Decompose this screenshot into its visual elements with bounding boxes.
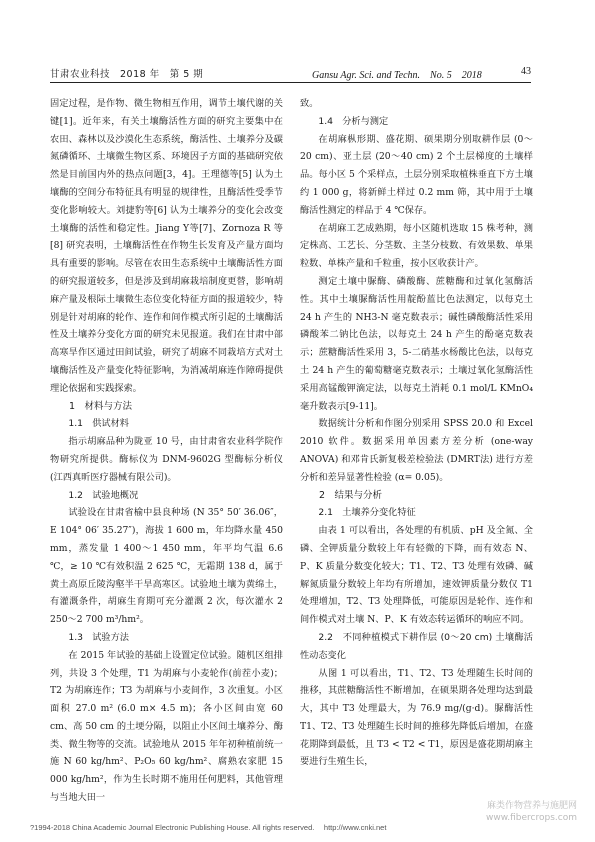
paragraph: 指示胡麻品种为陇亚 10 号，由甘肃省农业科学院作物研究所提供。酶标仪为 DNM-9602G 型酶标分析仪(江西真昕医疗器械有限公司)。 <box>50 436 283 483</box>
journal-header-en: Gansu Agr. Sci. and Techn. No. 5 2018 <box>312 70 482 81</box>
paragraph: 测定土壤中脲酶、磷酸酶、蔗糖酶和过氧化氢酶活性。其中土壤脲酶活性用靛酚蓝比色法测定，以每克土 24 h 产生的 NH3-N 毫克数表示；碱性磷酸酶活性采用磷酸苯二钠比色法，以每克土 24 h 产生的酚毫克数表示；蔗糖酶活性采用 3，5-二硝基水杨酸比色法，以每克土 24 h 产生的葡萄糖毫克数表示；土壤过氧化氢酶活性采用高锰酸钾滴定法，以每克土消耗 0.1 mol/L KMnO₄ 毫升数表示[9-11]。 <box>300 275 533 412</box>
paragraph: 在胡麻工艺成熟期，每小区随机选取 15 株考种，测定株高、工艺长、分茎数、主茎分枝数、有效果数、单果粒数、单株产量和千粒重，按小区收获计产。 <box>300 222 533 270</box>
watermark-line-2: www.fibercrops.com <box>486 813 577 823</box>
page-number: 43 <box>521 66 531 77</box>
subsection-heading: 2.2 不同种植模式下耕作层 (0～20 cm) 土壤酶活性动态变化 <box>300 631 533 661</box>
paragraph: 致。 <box>300 98 319 109</box>
paragraph: 在胡麻枞形期、盛花期、硕果期分别取耕作层 (0～20 cm)、亚土层 (20～40 cm) 2 个土层梯度的土壤样品。每小区 5 个采样点，土层分别采取植株垂直下方土壤约 1 000 g，将新鲜土样过 0.2 mm 筛，其中用于土壤酶活性测定的样品于 4 ℃保存。 <box>300 133 533 216</box>
subsection-heading: 2.1 土壤养分变化特征 <box>318 507 416 519</box>
paragraph: 在 2015 年试验的基础上设置定位试验。随机区组排列，共设 3 个处理，T1 为胡麻与小麦轮作(前茬小麦)；T2 为胡麻连作；T3 为胡麻与小麦间作，3 次重复。小区面积 27.0 m² (6.0 m× 4.5 m)；各小区间由宽 60 cm、高 50 cm 的土埂分隔，以阻止小区间土壤养分、酶类、微生物等的交流。试验地从 2015 年年初种植前统一施 N 60 kg/hm²、P₂O₅ 60 kg/hm²、腐熟农家肥 15 000 kg/hm²，作为生长时期不施用任何肥料，其他管理与当地大田一 <box>50 649 283 804</box>
header-rule <box>50 82 531 83</box>
paragraph: 数据统计分析和作图分别采用 SPSS 20.0 和 Excel 2010 软件。数据采用单因素方差分析 (one-way ANOVA) 和邓肯氏新复极差检验法 (DMRT法) 进行方差分析和差异显著性检验 (α= 0.05)。 <box>300 418 533 483</box>
subsection-heading: 1.1 供试材料 <box>68 418 129 430</box>
copyright-footer: ?1994-2018 China Academic Journal Electronic Publishing House. All rights reserved. http://www.cnki.net <box>30 823 387 832</box>
watermark-line-1: 麻类作物营养与施肥网 <box>486 801 577 811</box>
section-heading: 1 材料与方法 <box>69 400 133 412</box>
paragraph: 固定过程，是作物、微生物相互作用，调节土壤代谢的关键[1]。近年来，有关土壤酶活性方面的研究主要集中在农田、森林以及沙漠化生态系统，酶活性、土壤养分及碳氮磷循环、土壤微生物区系、环境因子方面的基础研究依然是目前国内外的热点问题[3，4]。王理德等[5] 认为土壤酶的空间分布特征具有明显的规律性，且酶活性受季节变化影响较大。刘捷豹等[6] 认为土壤养分的变化会改变土壤酶的活性和稳定性。Jiang Y等[7]、Zornoza R 等[8] 研究表明，土壤酶活性在作物生长发育及产量方面均具有重要的影响。尽管在农田生态系统中土壤酶活性方面的研究报道较多，但是涉及到胡麻栽培制度更替，影响胡麻产量及根际土壤微生态位变化特征方面的报道较少，特别是针对胡麻的轮作、连作和间作模式所引起的土壤酶活性及土壤养分变化方面的研究未见报道。我们在甘肃中部高寒旱作区通过田间试验，研究了胡麻不同栽培方式对土壤酶活性及产量变化特征影响，为消减胡麻连作障碍提供理论依据和实践探索。 <box>50 98 283 394</box>
subsection-heading: 1.4 分析与测定 <box>318 115 389 127</box>
left-column <box>50 95 283 807</box>
watermark <box>486 800 577 824</box>
journal-header-cn: 甘肃农业科技 2018 年 第 5 期 <box>50 69 204 80</box>
section-heading: 2 结果与分析 <box>319 489 383 501</box>
subsection-heading: 1.2 试验地概况 <box>68 489 139 501</box>
right-column <box>300 95 533 771</box>
subsection-heading: 1.3 试验方法 <box>68 631 129 643</box>
paragraph: 从图 1 可以看出，T1、T2、T3 处理随生长时间的推移，其蔗糖酶活性不断增加，在硕果期各处理均达到最大，其中 T3 处理最大，为 76.9 mg/(g·d)。脲酶活性 T1、T2、T3 处理随生长时间的推移先降低后增加，在盛花期降到最低，且 T3 < T2 < T1，原因是盛花期胡麻主要进行生殖生长， <box>300 667 533 768</box>
paragraph: 试验设在甘肃省榆中县良种场 (N 35° 50′ 36.06″，E 104° 06′ 35.27″)，海拔 1 600 m，年均降水量 450 mm，蒸发量 1 400～1 450 mm，年平均气温 6.6 ℃，≥ 10 ℃有效积温 2 625 ℃，无霜期 138 d，属于黄土高原丘陵沟壑半干旱高寒区。试验地土壤为黄绵土，有灌溉条件，胡麻生育期可充分灌溉 2 次，每次灌水 2 250～2 700 m³/hm²。 <box>50 507 283 626</box>
paragraph: 由表 1 可以看出，各处理的有机质、pH 及全氮、全磷、全钾质量分数较上年有轻微的下降，而有效态 N、P、K 质量分数变化较大；T1、T2、T3 处理有效磷、碱解氮质量分数较上年均有所增加，速效钾质量分数仅 T1 处理增加，T2、T3 处理降低，可能原因是轮作、连作和间作模式对土壤 N、P、K 有效态转运循环的响应不同。 <box>300 525 533 626</box>
